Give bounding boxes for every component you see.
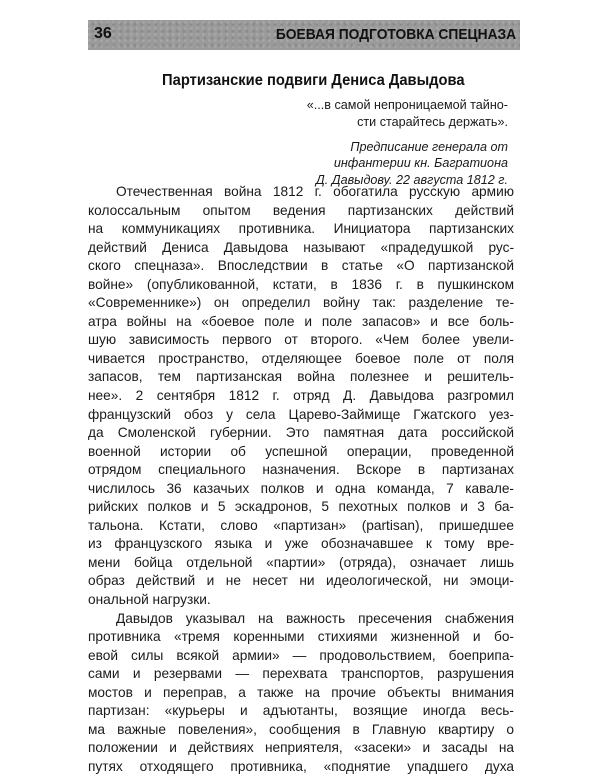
text-line: колоссальным опытом ведения партизанских действий	[88, 202, 514, 218]
text-line: мостов и переправ, а также на прочие объекты внимания	[88, 684, 514, 700]
text-line: военной истории об успешной операции, проведенной	[88, 443, 514, 459]
body-text	[88, 183, 514, 777]
paragraph-2	[88, 610, 514, 777]
epigraph-source-line: Предписание генерала от	[350, 139, 508, 154]
text-line: из французского языка и уже обозначавшее к тому вре-	[88, 536, 514, 552]
text-line: мени бойца отдельной «партии» (отряда), означает лишь	[88, 554, 514, 570]
text-line: партизан: «курьеры и адъютанты, возящие иногда весь-	[88, 703, 514, 719]
text-line: действий Дениса Давыдова называют «прадедушкой рус-	[88, 239, 514, 255]
epigraph-source-line: Д. Давыдову. 22 августа 1812 г.	[315, 173, 508, 188]
text-line: евой силы всякой армии» — продовольствием, боеприпа-	[88, 647, 514, 663]
epigraph-quote-line: «...в самой непроницаемой тайно-	[306, 98, 508, 112]
text-line: ональной нагрузки.	[88, 592, 211, 608]
text-line: числилось 36 казачьих полков и одна команда, 7 кавале-	[88, 480, 514, 496]
text-line: сами и резервами — перехвата транспортов, разрушения	[88, 666, 514, 682]
text-line: тальона. Кстати, слово «партизан» (partisan), пришедшее	[88, 517, 514, 533]
text-line: нее». 2 сентября 1812 г. отряд Д. Давыдова разгромил	[88, 388, 514, 404]
text-line: французский обоз у села Царево-Займище Гжатского уез-	[88, 406, 514, 422]
text-line: Отечественная война 1812 г. обогатила русскую армию	[116, 184, 514, 199]
text-line: запасов, тем партизанская война полезнее и решитель-	[88, 369, 514, 385]
text-line: рийских полков и 5 эскадронов, 5 пехотных полков и 3 ба-	[88, 499, 514, 515]
text-line: атра войны на «боевое поле и поле запасов» и все боль-	[88, 313, 514, 329]
epigraph-source	[268, 139, 508, 189]
text-line: противника «тремя коренными стихиями жизненной и бо-	[88, 629, 514, 645]
page-number: 36	[94, 25, 112, 42]
epigraph-quote	[268, 97, 508, 131]
text-line: войне» (опубликованной, кстати, в 1836 г. в пушкинском	[88, 276, 514, 292]
text-line: ского спецназа». Впоследствии в статье «О партизанской	[88, 258, 514, 274]
chapter-title: Партизанские подвиги Дениса Давыдова	[162, 72, 465, 89]
text-line: образ действий и не несет ни идеологической, ни эмоци-	[88, 573, 514, 589]
text-line: ма важные повеления», сообщения в Главную квартиру о	[88, 721, 514, 737]
text-line: да Смоленской губернии. Это памятная дата российской	[88, 425, 514, 441]
epigraph-quote-line: сти старайтесь держать».	[357, 114, 508, 129]
text-line: Давыдов указывал на важность пресечения снабжения	[116, 610, 514, 626]
epigraph	[268, 97, 508, 189]
text-line: положении и действиях неприятеля, «засеки» и засады на	[88, 740, 514, 756]
text-line: чивается пространство, отделяющее боевое поле от поля	[88, 350, 514, 366]
paragraph-1	[88, 183, 514, 610]
text-line: «Современнике») он определил войну так: разделение те-	[88, 295, 514, 311]
text-line: путях отходящего противника, «поднятие упадшего духа	[88, 758, 514, 774]
text-line: отрядом специального назначения. Вскоре в партизанах	[88, 462, 514, 478]
epigraph-source-line: инфантерии кн. Багратиона	[333, 156, 508, 171]
running-title: БОЕВАЯ ПОДГОТОВКА СПЕЦНАЗА	[275, 26, 516, 43]
text-line: на коммуникациях противника. Инициатора партизанских	[88, 221, 514, 237]
text-line: шую зависимость первого от второго. «Чем более увели-	[88, 332, 514, 348]
